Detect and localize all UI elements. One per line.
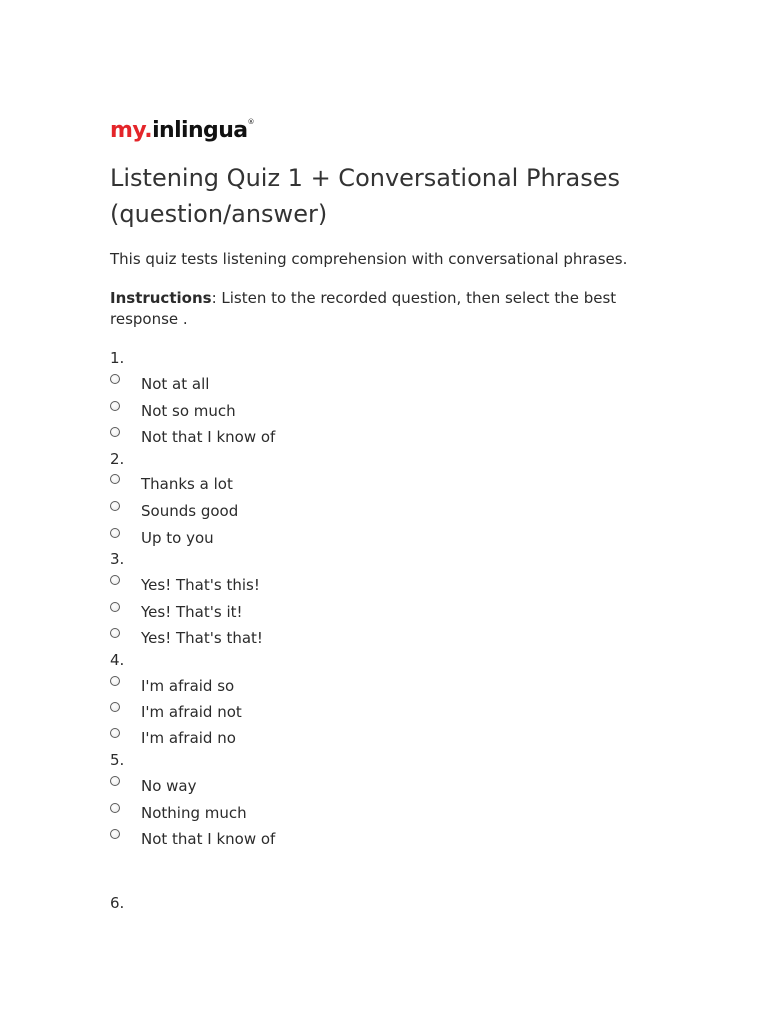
radio-button[interactable]: [110, 528, 120, 538]
option-label: Nothing much: [141, 804, 247, 822]
radio-button[interactable]: [110, 728, 120, 738]
quiz-description: This quiz tests listening comprehension with conversational phrases.: [110, 250, 628, 268]
radio-button[interactable]: [110, 427, 120, 437]
question-number: 3.: [110, 550, 125, 568]
radio-button[interactable]: [110, 401, 120, 411]
option-label: Not that I know of: [141, 428, 276, 446]
radio-button[interactable]: [110, 474, 120, 484]
option-label: Yes! That's this!: [141, 576, 260, 594]
radio-button[interactable]: [110, 702, 120, 712]
question-number: 4.: [110, 651, 125, 669]
radio-button[interactable]: [110, 602, 120, 612]
radio-button[interactable]: [110, 575, 120, 585]
myinlingua-logo: [110, 118, 255, 148]
option-label: Not that I know of: [141, 830, 276, 848]
logo-registered-mark: ®: [247, 118, 255, 126]
radio-button[interactable]: [110, 803, 120, 813]
instructions-label: Instructions: [110, 289, 212, 307]
option-label: Not at all: [141, 375, 210, 393]
option-label: Not so much: [141, 402, 236, 420]
instructions: [110, 288, 630, 330]
option-label: Sounds good: [141, 502, 239, 520]
option-label: Yes! That's it!: [141, 603, 243, 621]
option-label: Yes! That's that!: [141, 629, 263, 647]
question-number: 5.: [110, 751, 125, 769]
option-label: Up to you: [141, 529, 214, 547]
question-number: 1.: [110, 349, 125, 367]
radio-button[interactable]: [110, 676, 120, 686]
question-number: 6.: [110, 894, 125, 912]
option-label: I'm afraid no: [141, 729, 236, 747]
logo-brand: inlingua: [152, 118, 248, 143]
option-label: I'm afraid so: [141, 677, 235, 695]
radio-button[interactable]: [110, 776, 120, 786]
question-number: 2.: [110, 450, 125, 468]
radio-button[interactable]: [110, 501, 120, 511]
option-label: No way: [141, 777, 197, 795]
radio-button[interactable]: [110, 829, 120, 839]
instructions-text: : Listen to the recorded question, then select the best response .: [110, 289, 617, 328]
option-label: I'm afraid not: [141, 703, 242, 721]
page-title: Listening Quiz 1 + Conversational Phrases (question/answer): [110, 164, 621, 228]
option-label: Thanks a lot: [141, 475, 233, 493]
logo-prefix: my.: [110, 118, 153, 143]
radio-button[interactable]: [110, 628, 120, 638]
radio-button[interactable]: [110, 374, 120, 384]
